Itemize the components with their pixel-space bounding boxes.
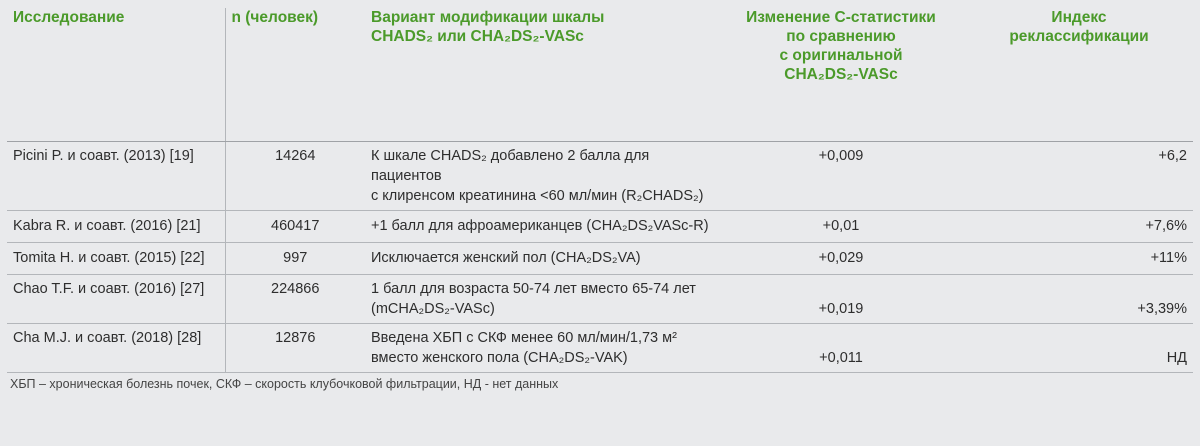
cell-index: +7,6% bbox=[965, 210, 1193, 242]
cell-study: Chao T.F. и соавт. (2016) [27] bbox=[7, 274, 225, 323]
table-row bbox=[7, 210, 1193, 242]
table-row bbox=[7, 274, 1193, 323]
cell-study: Cha M.J. и соавт. (2018) [28] bbox=[7, 323, 225, 372]
cell-n: 997 bbox=[225, 242, 365, 274]
cell-index: НД bbox=[965, 323, 1193, 372]
cell-variant: К шкале CHADS₂ добавлено 2 балла для пациентов с клиренсом креатинина <60 мл/мин (R₂CHADS₂) bbox=[365, 141, 717, 210]
cell-study: Tomita H. и соавт. (2015) [22] bbox=[7, 242, 225, 274]
table-row bbox=[7, 323, 1193, 372]
cell-n: 12876 bbox=[225, 323, 365, 372]
cell-cstat: +0,019 bbox=[717, 274, 965, 323]
cell-variant: Исключается женский пол (CHA₂DS₂VA) bbox=[365, 242, 717, 274]
cell-variant: +1 балл для афроамериканцев (CHA₂DS₂VASc-R) bbox=[365, 210, 717, 242]
cell-n: 460417 bbox=[225, 210, 365, 242]
cell-cstat: +0,01 bbox=[717, 210, 965, 242]
header-study: Исследование bbox=[7, 8, 225, 141]
cell-study: Kabra R. и соавт. (2016) [21] bbox=[7, 210, 225, 242]
cell-variant: Введена ХБП с СКФ менее 60 мл/мин/1,73 м² вместо женского пола (CHA₂DS₂-VAK) bbox=[365, 323, 717, 372]
cell-n: 14264 bbox=[225, 141, 365, 210]
cell-index: +6,2 bbox=[965, 141, 1193, 210]
header-cstat: Изменение С-статистики по сравнению с оригинальной CHA₂DS₂-VASc bbox=[717, 8, 965, 141]
cell-cstat: +0,009 bbox=[717, 141, 965, 210]
cell-n: 224866 bbox=[225, 274, 365, 323]
table-row bbox=[7, 242, 1193, 274]
header-index: Индекс реклассификации bbox=[965, 8, 1193, 141]
header-n: n (человек) bbox=[225, 8, 365, 141]
table-row bbox=[7, 141, 1193, 210]
cell-cstat: +0,029 bbox=[717, 242, 965, 274]
study-table bbox=[7, 8, 1193, 373]
cell-index: +11% bbox=[965, 242, 1193, 274]
footnote: ХБП – хроническая болезнь почек, СКФ – скорость клубочковой фильтрации, НД - нет данных bbox=[10, 377, 559, 391]
cell-index: +3,39% bbox=[965, 274, 1193, 323]
header-variant: Вариант модификации шкалы CHADS₂ или CHA₂DS₂-VASc bbox=[365, 8, 717, 141]
cell-variant: 1 балл для возраста 50-74 лет вместо 65-74 лет (mCHA₂DS₂-VASc) bbox=[365, 274, 717, 323]
table-header-row bbox=[7, 8, 1193, 141]
cell-cstat: +0,011 bbox=[717, 323, 965, 372]
cell-study: Picini P. и соавт. (2013) [19] bbox=[7, 141, 225, 210]
